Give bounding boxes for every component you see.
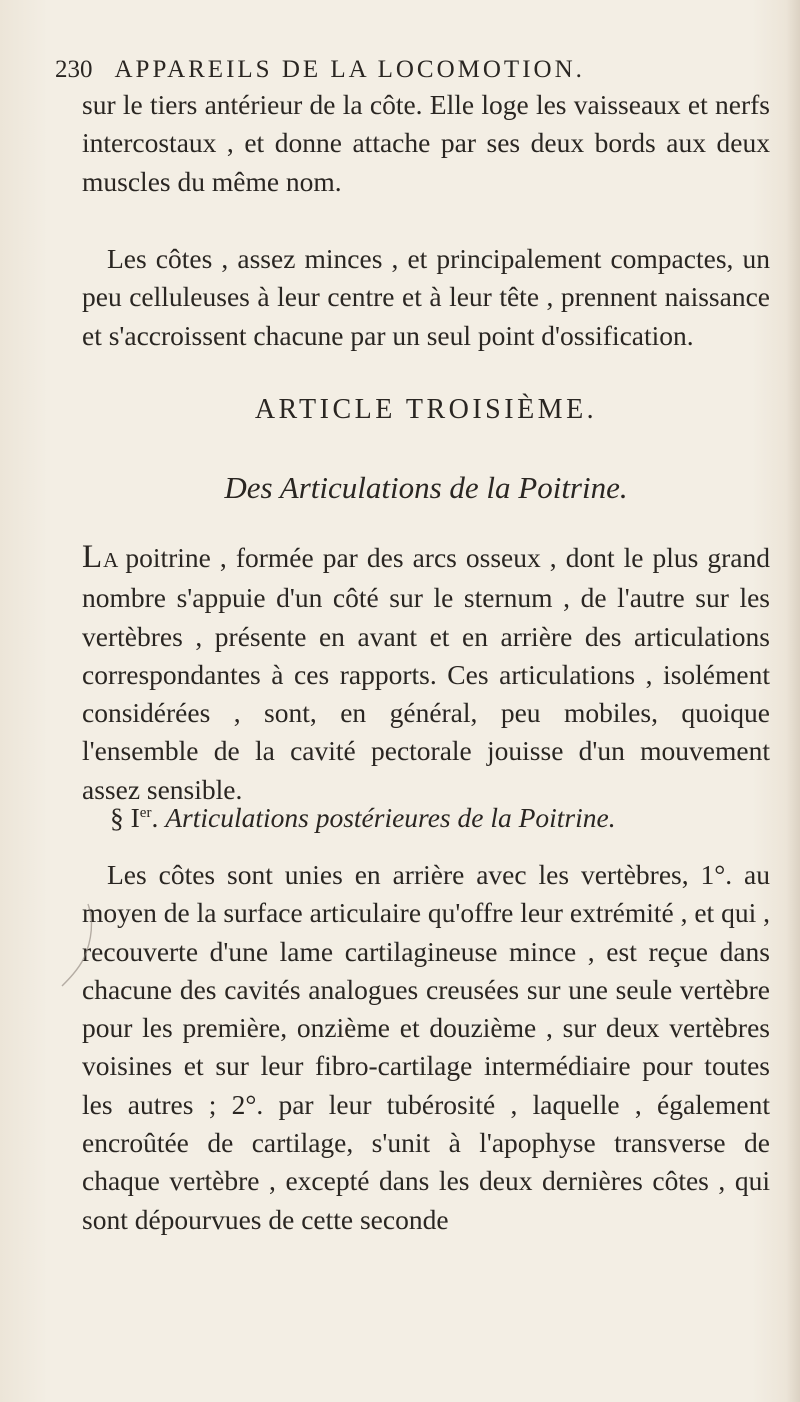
drop-cap: L	[82, 539, 104, 575]
section-heading	[110, 802, 770, 834]
paragraph-3-text: poitrine , formée par des arcs osseux , dont le plus grand nombre s'appuie d'un côté sur le sternum , de l'autre sur les vertèbres , présente en avant et en arrière des articulations correspondantes à ces rapports. Ces articulations , isolément considérées , sont, en général, peu mobiles, quoique l'ensemble de la cavité pectorale jouisse d'un mouvement assez sensible.	[82, 542, 770, 805]
article-heading: ARTICLE TROISIÈME.	[254, 394, 598, 425]
running-title: APPAREILS DE LA LOCOMOTION.	[114, 56, 585, 83]
section-superscript: er	[139, 804, 152, 821]
paragraph-2: Les côtes , assez minces , et principalement compactes, un peu celluleuses à leur centre et à leur tête , prennent naissance et s'accroissent chacune par un seul point d'ossification.	[82, 243, 770, 351]
section-separator: .	[151, 802, 166, 833]
paragraph-1: sur le tiers antérieur de la côte. Elle loge les vaisseaux et nerfs intercostaux , et donne attache par ses deux bords aux deux muscles du même nom.	[82, 89, 770, 197]
section-symbol: § I	[110, 802, 140, 833]
running-header	[55, 56, 765, 84]
section-title: Articulations postérieures de la Poitrine.	[165, 802, 616, 833]
margin-pencil-mark	[58, 900, 98, 990]
paragraph-4: Les côtes sont unies en arrière avec les vertèbres, 1°. au moyen de la surface articulaire qu'offre leur extrémité , et qui , recouverte d'une lame cartilagineuse mince , est reçue dans chacune des cavités analogues creusées sur une seule vertèbre pour les première, onzième et douzième , sur deux vertèbres voisines et sur leur fibro-cartilage intermédiaire pour toutes les autres ; 2°. par leur tubérosité , laquelle , également encroûtée de cartilage, s'unit à l'apophyse transverse de chaque vertèbre , excepté dans les deux dernières côtes , qui sont dépourvues de cette seconde	[82, 859, 770, 1235]
page-number: 230	[55, 56, 93, 83]
article-subtitle: Des Articulations de la Poitrine.	[224, 470, 628, 505]
page-spine-shadow	[786, 0, 800, 1402]
paragraph-3	[82, 538, 770, 809]
small-cap: A	[103, 548, 120, 572]
